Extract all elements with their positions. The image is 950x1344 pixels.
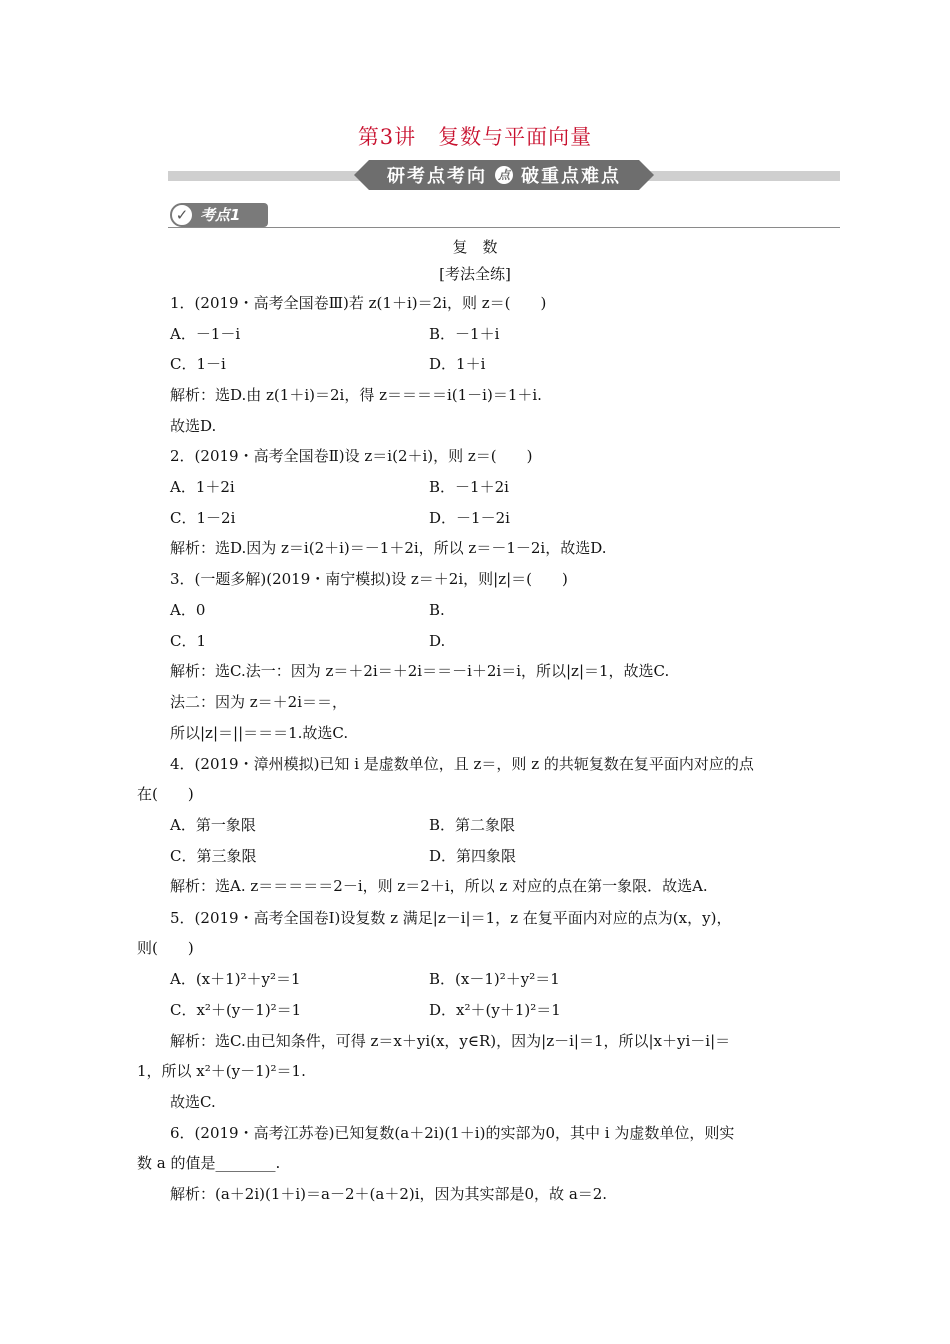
q1-solution: 解析：选D.由 z(1＋i)＝2i，得 z＝＝＝＝i(1－i)＝1＋i. xyxy=(170,386,542,404)
q3-solution-1: 解析：选C.法一：因为 z＝＋2i＝＋2i＝＝－i＋2i＝i，所以|z|＝1，故选C. xyxy=(170,662,670,680)
q4-option-a: A．第一象限 xyxy=(170,816,256,834)
question-1: 1．(2019・高考全国卷Ⅲ)若 z(1＋i)＝2i，则 z＝( ) xyxy=(170,294,547,312)
banner-left-text: 研考点考向 xyxy=(387,166,487,187)
banner-right-text: 破重点难点 xyxy=(521,166,621,187)
question-5: 5．(2019・高考全国卷Ⅰ)设复数 z 满足|z－i|＝1，z 在复平面内对应的点为(x，y)， xyxy=(170,909,732,927)
question-6: 6．(2019・高考江苏卷)已知复数(a＋2i)(1＋i)的实部为0，其中 i 为虚数单位，则实 xyxy=(170,1124,735,1142)
q5-conclusion: 故选C. xyxy=(170,1093,216,1111)
q3-solution-3: 所以|z|＝||＝＝＝1.故选C. xyxy=(170,724,349,742)
q3-option-a: A．0 xyxy=(170,601,206,619)
q2-option-d: D．－1－2i xyxy=(429,509,510,527)
q4-solution: 解析：选A. z＝＝＝＝＝2－i，则 z＝2＋i，所以 z 对应的点在第一象限．故选A. xyxy=(170,877,708,895)
q2-option-a: A．1＋2i xyxy=(170,478,235,496)
q2-solution: 解析：选D.因为 z＝i(2＋i)＝－1＋2i，所以 z＝－1－2i，故选D. xyxy=(170,539,607,557)
subsection-heading: [考法全练] xyxy=(439,265,511,283)
q2-option-b: B．－1＋2i xyxy=(429,478,509,496)
q6-solution: 解析：(a＋2i)(1＋i)＝a－2＋(a＋2)i，因为其实部是0，故 a＝2. xyxy=(170,1185,608,1203)
q3-solution-2: 法二：因为 z＝＋2i＝＝， xyxy=(170,693,348,711)
q1-conclusion: 故选D. xyxy=(170,417,217,435)
banner-text xyxy=(354,160,654,190)
question-6-cont: 数 a 的值是________. xyxy=(137,1154,281,1172)
q1-option-b: B．－1＋i xyxy=(429,325,500,343)
q5-option-b: B．(x－1)²＋y²＝1 xyxy=(429,970,560,988)
check-icon: ✓ xyxy=(170,203,194,227)
section-banner xyxy=(168,160,840,190)
q3-option-b: B. xyxy=(429,601,445,619)
q3-option-d: D. xyxy=(429,632,446,650)
question-4-cont: 在( ) xyxy=(137,785,194,803)
question-3: 3．(一题多解)(2019・南宁模拟)设 z＝＋2i，则|z|＝( ) xyxy=(170,570,568,588)
q5-solution-1: 解析：选C.由已知条件，可得 z＝x＋yi(x，y∈R)，因为|z－i|＝1，所以|x＋yi－i|＝ xyxy=(170,1032,731,1050)
kaodian-label: 考点1 xyxy=(200,206,241,224)
q5-option-d: D．x²＋(y＋1)²＝1 xyxy=(429,1001,561,1019)
q2-option-c: C．1－2i xyxy=(170,509,236,527)
question-4: 4．(2019・漳州模拟)已知 i 是虚数单位，且 z＝，则 z 的共轭复数在复平面内对应的点 xyxy=(170,755,754,773)
q3-option-c: C．1 xyxy=(170,632,207,650)
question-2: 2．(2019・高考全国卷Ⅱ)设 z＝i(2＋i)，则 z＝( ) xyxy=(170,447,533,465)
question-5-cont: 则( ) xyxy=(137,939,194,957)
kaodian-rule xyxy=(168,227,840,228)
q1-option-d: D．1＋i xyxy=(429,355,486,373)
q4-option-d: D．第四象限 xyxy=(429,847,517,865)
q1-option-a: A．－1－i xyxy=(170,325,241,343)
banner-mid-icon: 点 xyxy=(495,166,513,184)
q5-option-a: A．(x＋1)²＋y²＝1 xyxy=(170,970,301,988)
q5-option-c: C．x²＋(y－1)²＝1 xyxy=(170,1001,302,1019)
q4-option-b: B．第二象限 xyxy=(429,816,516,834)
section-heading: 复 数 xyxy=(452,238,498,256)
lecture-title: 第3讲 复数与平面向量 xyxy=(357,125,593,149)
kaodian-header xyxy=(168,203,840,229)
q4-option-c: C．第三象限 xyxy=(170,847,257,865)
q5-solution-2: 1，所以 x²＋(y－1)²＝1. xyxy=(137,1062,306,1080)
q1-option-c: C．1－i xyxy=(170,355,226,373)
